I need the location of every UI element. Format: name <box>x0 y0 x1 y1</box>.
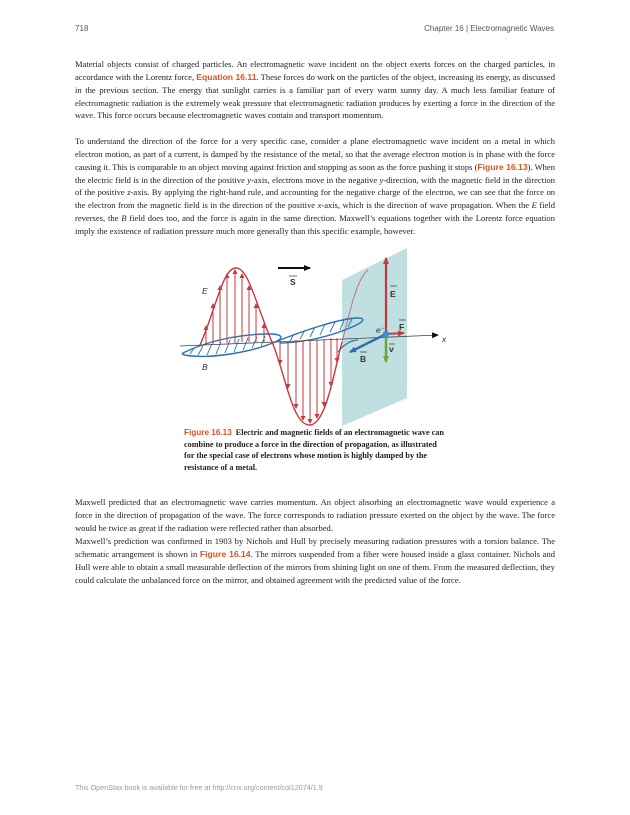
em-wave-diagram <box>180 242 470 427</box>
var-x: x <box>317 200 322 211</box>
paragraph-1 <box>75 58 555 122</box>
label-E-vector: E <box>390 289 396 299</box>
figure-16-13 <box>180 242 470 427</box>
para1-text-b: . These forces do work on the particles of the object, increasing its energy, as discussed in the previous section. The energy that sunlight carries is a familiar part of every warm sunny day. A much less familiar feature of electromagnetic radiation is the extremely weak pressure that electromagnetic radiation produces by exerting a force in the direction of the wave. This force occurs because electromagnetic waves contain and transport momentum. <box>75 71 555 121</box>
electric-wave <box>200 268 342 425</box>
paragraph-3 <box>75 496 555 535</box>
figure-16-13-link[interactable]: Figure 16.13 <box>477 161 528 172</box>
electric-field-vectors-down <box>280 338 337 423</box>
para3-text: Maxwell predicted that an electromagnetic wave carries momentum. An object absorbing an electromagnetic wave would experience a force in the direction of propagation of the wave. The force corresponds to radiation pressure exerted on the object by the wave. The force would be twice as great if the radiation were reflected rather than absorbed. <box>75 497 555 533</box>
var-y: y <box>247 174 251 185</box>
page-number: 718 <box>75 24 89 33</box>
footer-note: This OpenStax book is available for free at http://cnx.org/content/col12074/1.9 <box>75 783 323 792</box>
paragraph-4 <box>75 535 555 586</box>
caption-text: Electric and magnetic fields of an electromagnetic wave can combine to produce a force in the direction of propagation, as illustrated for the special case of electrons whose motion is highly damped by the resistance of a metal. <box>184 428 444 473</box>
para4-text-a: Maxwell’s prediction was confirmed in 1903 by Nichols and Hull by precisely measuring radiation pressures with a torsion balance. The schematic arrangement is shown in <box>75 536 555 559</box>
para2-text-h: field does too, and the force is again in the same direction. Maxwell’s equations together with the Lorentz force equation imply the existence of radiation pressure much more generally than this specific example, however. <box>75 213 555 236</box>
label-S: S <box>290 277 296 287</box>
var-z: z <box>127 187 131 198</box>
para2-text-a: To understand the direction of the force for a very specific case, consider a plane electromagnetic wave incident on a metal in which electron motion, as part of a current, is damped by the resistance of the metal, so that the average electron motion is in phase with the force causing it. This is comparable to an object moving against friction and stopping as soon as the force pushing it stops ( <box>75 136 555 172</box>
para2-text-f: -axis, which is the direction of wave propagation. When the <box>321 200 532 211</box>
paragraph-2 <box>75 135 555 238</box>
equation-16-11-link[interactable]: Equation 16.11 <box>196 71 257 82</box>
chapter-title: Chapter 16 | Electromagnetic Waves <box>424 24 554 33</box>
para1-text-a: Material objects consist of charged particles. An electromagnetic wave incident on the object exerts forces on the charged particles, in accordance with the Lorentz force, <box>75 59 555 82</box>
figure-caption <box>184 427 448 474</box>
magnetic-wave <box>182 318 362 356</box>
label-B-wave: B <box>202 362 208 372</box>
electron-charge-sign: − <box>380 326 385 332</box>
label-v-vector: v <box>389 344 394 354</box>
electron-symbol: e <box>376 325 381 335</box>
para2-text-e: -axis. By applying the right-hand rule, and accounting for the negative charge of the electron, we can see that the force on the electron from the magnetic field is in the direction of the positive <box>75 187 555 211</box>
caption-number: Figure 16.13 <box>184 428 232 437</box>
para2-text-c: -axis, electrons move in the negative <box>251 174 380 185</box>
var-b: B <box>121 213 127 224</box>
para2-text-d: -direction, with the magnetic field in the direction of the positive <box>75 174 555 198</box>
label-x-axis: x <box>442 334 447 344</box>
label-F-vector: F <box>399 322 405 332</box>
var-e: E <box>531 200 537 211</box>
var-y: y <box>379 174 384 185</box>
para2-text-g: field reverses, the <box>75 200 555 224</box>
para4-text-b: . The mirrors suspended from a fiber were housed inside a glass container. Nichols and Hull were able to obtain a small measurable deflection of the mirrors from shining light on one of them. From the measured deflection, they could calculate the unbalanced force on the mirror, and obtained agreement with the predicted value of the force. <box>75 548 555 585</box>
label-B-vector: B <box>360 354 367 364</box>
para2-text-b: ). When the electric field is in the direction of the positive <box>75 161 556 185</box>
label-E-wave: E <box>202 286 208 296</box>
figure-16-14-link[interactable]: Figure 16.14 <box>199 548 251 559</box>
